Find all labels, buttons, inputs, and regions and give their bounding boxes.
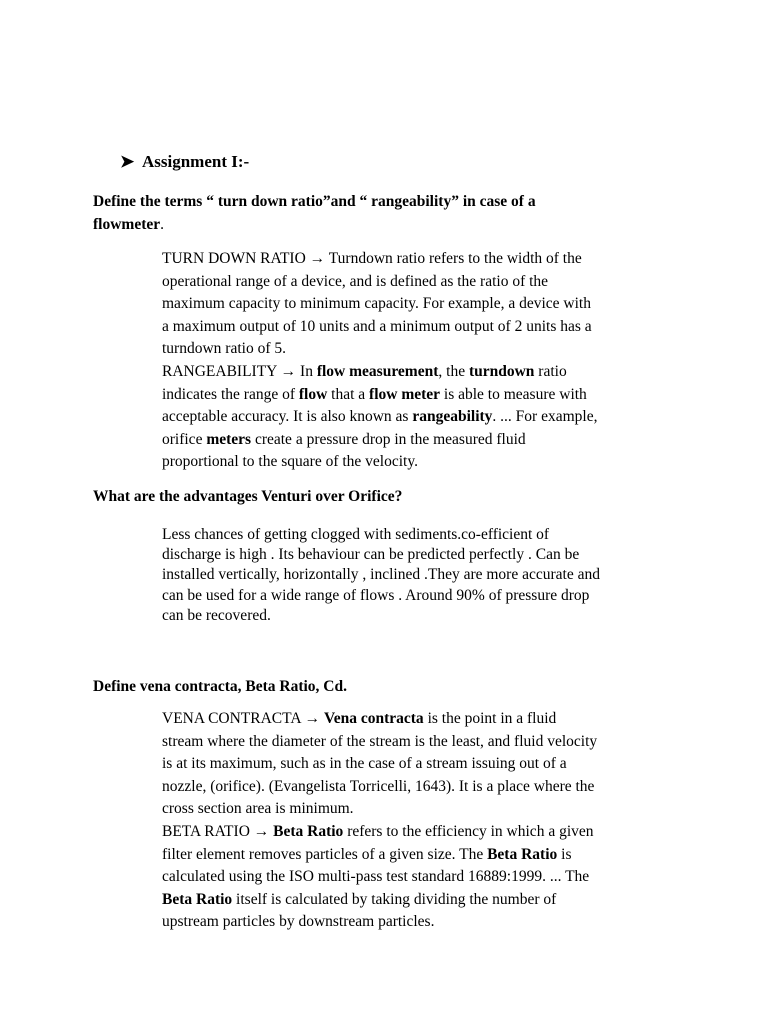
- answer-1: [162, 248, 682, 474]
- answer-1-line: maximum capacity to minimum capacity. For example, a device with: [162, 295, 591, 313]
- answer-3-line: stream where the diameter of the stream is the least, and fluid velocity: [162, 732, 598, 750]
- assignment-heading: [120, 152, 249, 172]
- answer-3-line: is at its maximum, such as in the case of a stream issuing out of a: [162, 755, 567, 773]
- answer-1-line: operational range of a device, and is defined as the ratio of the: [162, 272, 549, 290]
- question-3: Define vena contracta, Beta Ratio, Cd.: [93, 678, 347, 695]
- question-1-term: flowmeter: [93, 216, 161, 233]
- answer-3-line: BETA RATIO → Beta Ratio refers to the efficiency in which a given: [162, 822, 594, 840]
- answer-3-line: cross section area is minimum.: [162, 800, 354, 818]
- answer-3-line: calculated using the ISO multi-pass test standard 16889:1999. ... The: [162, 868, 590, 886]
- question-1-period: .: [160, 216, 164, 233]
- answer-3-line: upstream particles by downstream particles.: [162, 913, 435, 931]
- answer-2-line: installed vertically, horizontally , inclined .They are more accurate and: [162, 566, 600, 584]
- assignment-title: Assignment I:-: [142, 152, 250, 171]
- answer-2-line: discharge is high . Its behaviour can be predicted perfectly . Can be: [162, 546, 580, 564]
- answer-2: [162, 525, 682, 626]
- answer-3: [162, 708, 682, 934]
- answer-2-line: Less chances of getting clogged with sediments.co-efficient of: [162, 526, 550, 543]
- answer-1-line: turndown ratio of 5.: [162, 340, 286, 358]
- arrowhead-bullet-icon: ➤: [120, 152, 135, 171]
- answer-3-line: Beta Ratio itself is calculated by taking dividing the number of: [162, 890, 557, 908]
- answer-1-line: TURN DOWN RATIO → Turndown ratio refers to the width of the: [162, 250, 582, 267]
- answer-1-line: proportional to the square of the velocity.: [162, 453, 418, 471]
- answer-1-line: a maximum output of 10 units and a minimum output of 2 units has a: [162, 317, 592, 335]
- question-1-line-1: Define the terms “ turn down ratio”and “ rangeability” in case of a: [93, 193, 536, 210]
- answer-1-line: orifice meters create a pressure drop in the measured fluid: [162, 430, 526, 448]
- answer-1-line: indicates the range of flow that a flow meter is able to measure with: [162, 385, 587, 403]
- answer-1-line: RANGEABILITY → In flow measurement, the turndown ratio: [162, 362, 567, 380]
- answer-3-line: VENA CONTRACTA → Vena contracta is the point in a fluid: [162, 710, 557, 727]
- question-2: What are the advantages Venturi over Orifice?: [93, 488, 403, 505]
- answer-2-line: can be used for a wide range of flows . Around 90% of pressure drop: [162, 586, 590, 604]
- question-1: [93, 190, 536, 236]
- answer-3-line: nozzle, (orifice). (Evangelista Torricelli, 1643). It is a place where the: [162, 777, 595, 795]
- answer-1-line: acceptable accuracy. It is also known as rangeability. ... For example,: [162, 408, 598, 426]
- answer-3-line: filter element removes particles of a given size. The Beta Ratio is: [162, 845, 572, 863]
- answer-2-line: can be recovered.: [162, 606, 271, 624]
- question-1-line-2: [93, 213, 536, 236]
